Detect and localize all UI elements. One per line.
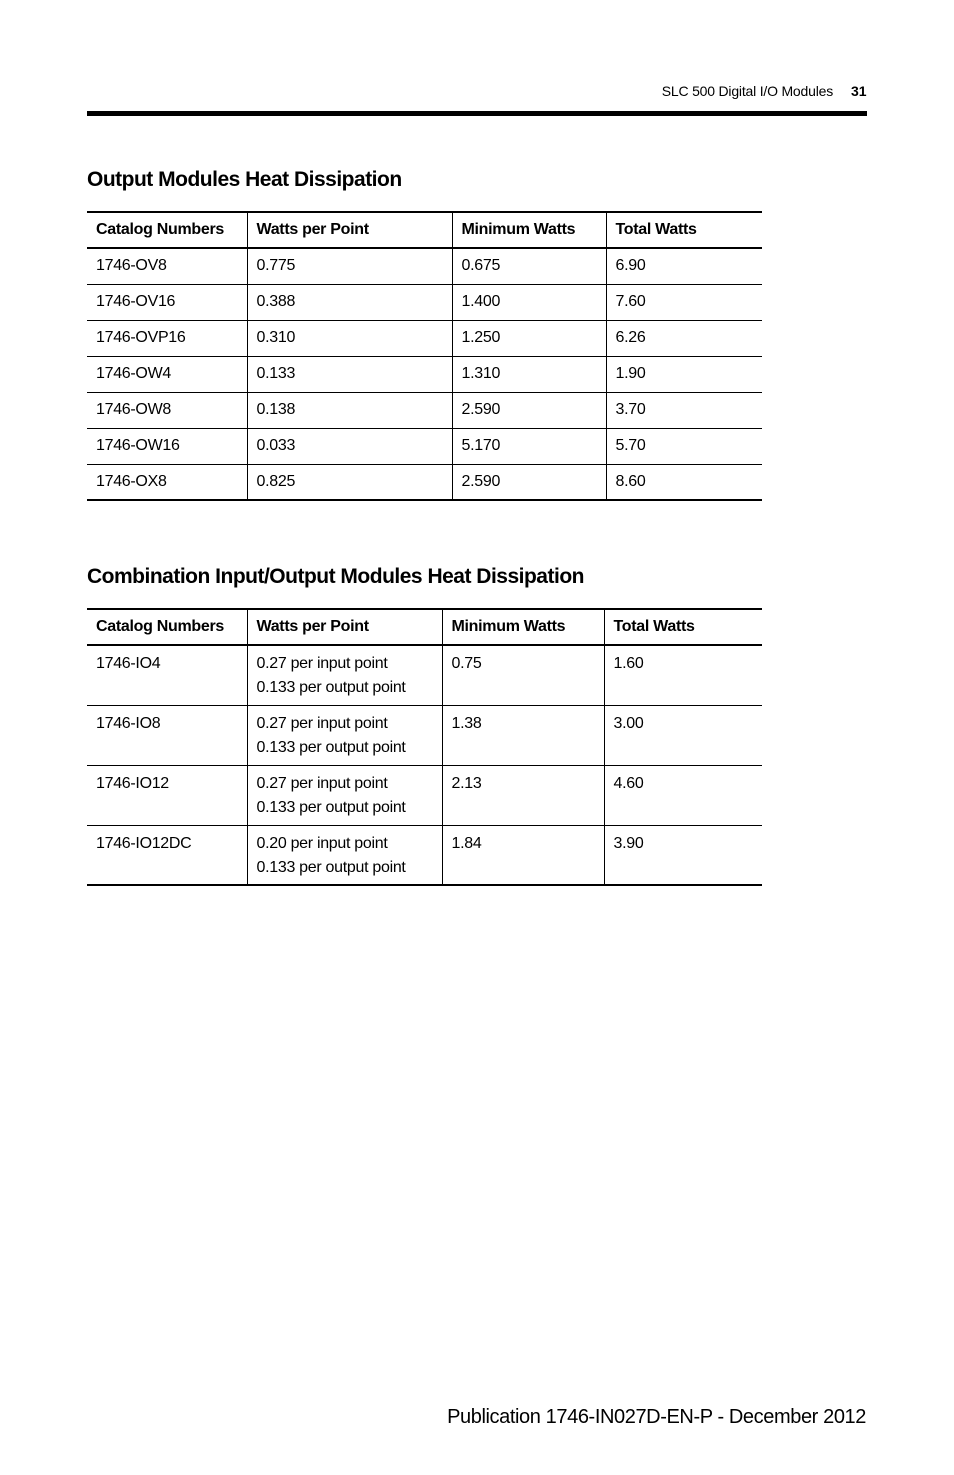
table-row <box>87 464 762 500</box>
running-header: SLC 500 Digital I/O Modules <box>661 83 833 99</box>
column-header: Catalog Numbers <box>96 618 224 635</box>
watts-input-line: 0.27 per input point <box>256 655 388 672</box>
table-cell: 1746-OW8 <box>96 401 171 418</box>
catalog-cell: 1746-IO12 <box>96 774 169 792</box>
watts-output-line: 0.133 per output point <box>256 798 406 816</box>
watts-per-point-cell <box>247 765 442 825</box>
table-cell: 6.90 <box>606 248 762 284</box>
column-header: Total Watts <box>606 212 762 248</box>
output-modules-table <box>87 211 762 501</box>
watts-input-line: 0.20 per input point <box>256 834 388 852</box>
table-cell: 0.825 <box>247 464 452 500</box>
table-cell: 5.170 <box>452 428 606 464</box>
combo-modules-table <box>87 608 762 886</box>
watts-per-point-cell <box>247 825 442 885</box>
table-cell: 1746-OW4 <box>96 365 171 382</box>
watts-per-point-cell <box>247 705 442 765</box>
minimum-watts-cell: 2.13 <box>442 765 604 825</box>
table-cell: 1746-OVP16 <box>96 329 186 346</box>
table-cell: 0.388 <box>247 284 452 320</box>
watts-output-line: 0.133 per output point <box>256 738 406 756</box>
table-cell: 1746-OX8 <box>96 472 167 490</box>
table-cell: 3.70 <box>606 392 762 428</box>
table-cell: 1746-OW16 <box>96 437 180 454</box>
column-header: Minimum Watts <box>452 212 606 248</box>
minimum-watts-cell: 0.75 <box>442 645 604 705</box>
table-cell: 1.90 <box>606 356 762 392</box>
watts-input-line: 0.27 per input point <box>256 714 388 732</box>
table-row <box>87 284 762 320</box>
page-number: 31 <box>851 83 867 99</box>
table-row <box>87 356 762 392</box>
table-cell: 8.60 <box>606 464 762 500</box>
table-cell: 1.400 <box>452 284 606 320</box>
table-cell: 0.138 <box>247 392 452 428</box>
output-table-heading: Output Modules Heat Dissipation <box>87 168 402 191</box>
table-row <box>87 248 762 284</box>
watts-input-line: 0.27 per input point <box>256 774 388 792</box>
combo-table-heading: Combination Input/Output Modules Heat Dissipation <box>87 565 584 588</box>
total-watts-cell: 1.60 <box>604 645 762 705</box>
table-cell: 5.70 <box>606 428 762 464</box>
table-cell: 2.590 <box>452 392 606 428</box>
watts-output-line: 0.133 per output point <box>256 679 406 696</box>
table-cell: 0.675 <box>452 248 606 284</box>
table-cell: 6.26 <box>606 320 762 356</box>
table-cell: 0.133 <box>247 356 452 392</box>
table-cell: 1.310 <box>452 356 606 392</box>
table-cell: 0.310 <box>247 320 452 356</box>
total-watts-cell: 3.00 <box>604 705 762 765</box>
catalog-cell: 1746-IO4 <box>96 655 161 672</box>
table-cell: 2.590 <box>452 464 606 500</box>
table-row <box>87 705 762 765</box>
table-row <box>87 645 762 705</box>
table-row <box>87 825 762 885</box>
header-rule <box>87 111 867 116</box>
table-cell: 0.033 <box>247 428 452 464</box>
table-header-row <box>87 212 762 248</box>
column-header: Catalog Numbers <box>96 221 224 238</box>
column-header: Watts per Point <box>247 609 442 645</box>
table-row <box>87 320 762 356</box>
column-header: Total Watts <box>604 609 762 645</box>
catalog-cell: 1746-IO8 <box>96 714 161 732</box>
table-row <box>87 428 762 464</box>
publication-footer: Publication 1746-IN027D-EN-P - December 2012 <box>447 1406 866 1428</box>
table-cell: 1746-OV16 <box>96 293 176 310</box>
table-row <box>87 765 762 825</box>
table-cell: 7.60 <box>606 284 762 320</box>
total-watts-cell: 3.90 <box>604 825 762 885</box>
table-cell: 1.250 <box>452 320 606 356</box>
column-header: Minimum Watts <box>442 609 604 645</box>
table-header-row <box>87 609 762 645</box>
total-watts-cell: 4.60 <box>604 765 762 825</box>
catalog-cell: 1746-IO12DC <box>96 834 192 852</box>
watts-output-line: 0.133 per output point <box>256 858 406 876</box>
table-cell: 1746-OV8 <box>96 257 167 275</box>
watts-per-point-cell <box>247 645 442 705</box>
table-cell: 0.775 <box>247 248 452 284</box>
column-header: Watts per Point <box>247 212 452 248</box>
minimum-watts-cell: 1.38 <box>442 705 604 765</box>
table-row <box>87 392 762 428</box>
minimum-watts-cell: 1.84 <box>442 825 604 885</box>
